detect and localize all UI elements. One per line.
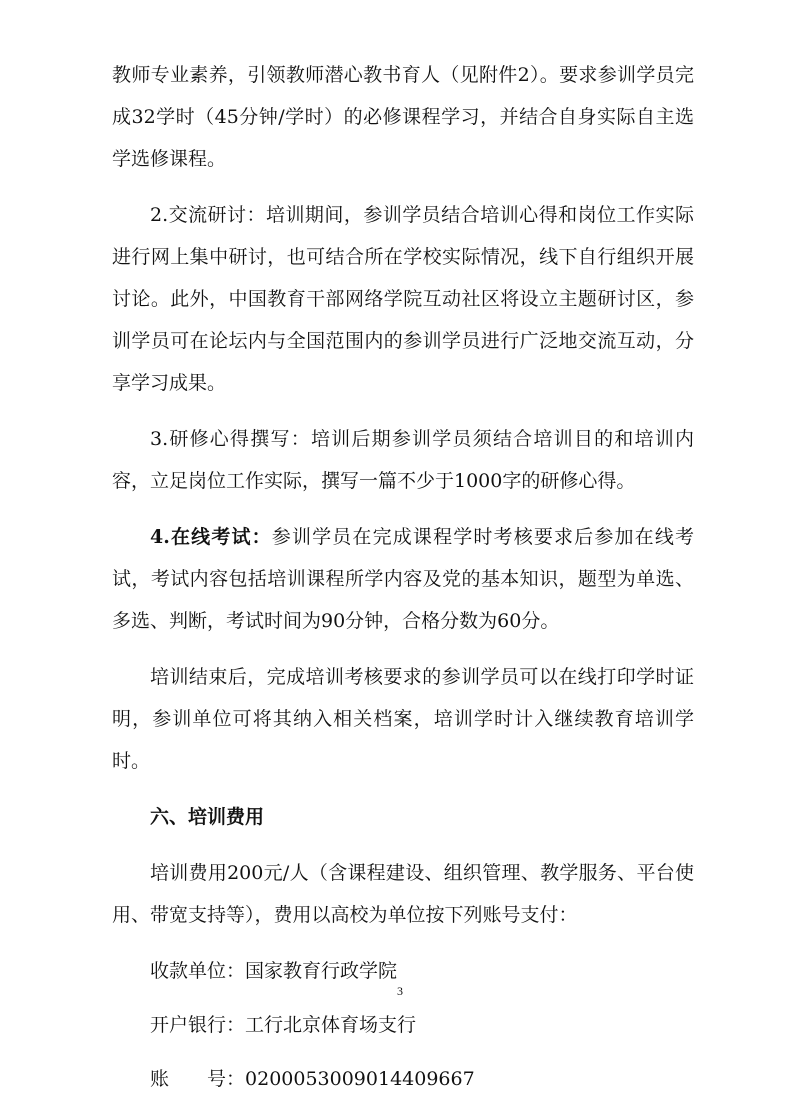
paragraph-text: 培训期间，参训学员结合培训心得和岗位工作实际进行网上集中研讨，也可结合所在学校实际情况，线下自行组织开展讨论。此外，中国教育干部网络学院互动社区将设立主题研讨区，参训学员可在论坛内与全国范围内的参训学员进行广泛地交流互动，分享学习成果。 — [112, 204, 694, 394]
paragraph-fee-details: 培训费用200元/人（含课程建设、组织管理、教学服务、平台使用、带宽支持等），费用以高校为单位按下列账号支付： — [112, 862, 694, 926]
paragraph-online-exam — [112, 516, 694, 642]
bank-line: 开户银行：工行北京体育场支行 — [150, 1014, 417, 1036]
paragraph-label: 2.交流研讨： — [150, 204, 266, 226]
paragraph-label: 4.在线考试： — [150, 526, 272, 548]
account-number: 0200053009014409667 — [245, 1068, 475, 1090]
account-label: 账 号： — [150, 1068, 246, 1090]
section-heading-fees: 六、培训费用 — [150, 806, 265, 828]
account-line — [150, 1058, 694, 1100]
document-body — [112, 54, 694, 1112]
payee-line: 收款单位：国家教育行政学院 — [150, 960, 398, 982]
page-number: 3 — [397, 984, 403, 998]
paragraph-study-report — [112, 418, 694, 502]
paragraph-certificate: 培训结束后，完成培训考核要求的参训学员可以在线打印学时证明，参训单位可将其纳入相关档案，培训学时计入继续教育培训学时。 — [112, 666, 694, 772]
paragraph-text: 培训后期参训学员须结合培训目的和培训内容，立足岗位工作实际，撰写一篇不少于1000字的研修心得。 — [112, 428, 694, 492]
paragraph-text: 参训学员在完成课程学时考核要求后参加在线考试，考试内容包括培训课程所学内容及党的基本知识，题型为单选、多选、判断，考试时间为90分钟，合格分数为60分。 — [112, 526, 694, 632]
paragraph-label: 3.研修心得撰写： — [150, 428, 311, 450]
paragraph-course-continuation: 教师专业素养，引领教师潜心教书育人（见附件2）。要求参训学员完成32学时（45分钟/学时）的必修课程学习，并结合自身实际自主选学选修课程。 — [112, 64, 694, 170]
paragraph-exchange-discussion — [112, 194, 694, 404]
